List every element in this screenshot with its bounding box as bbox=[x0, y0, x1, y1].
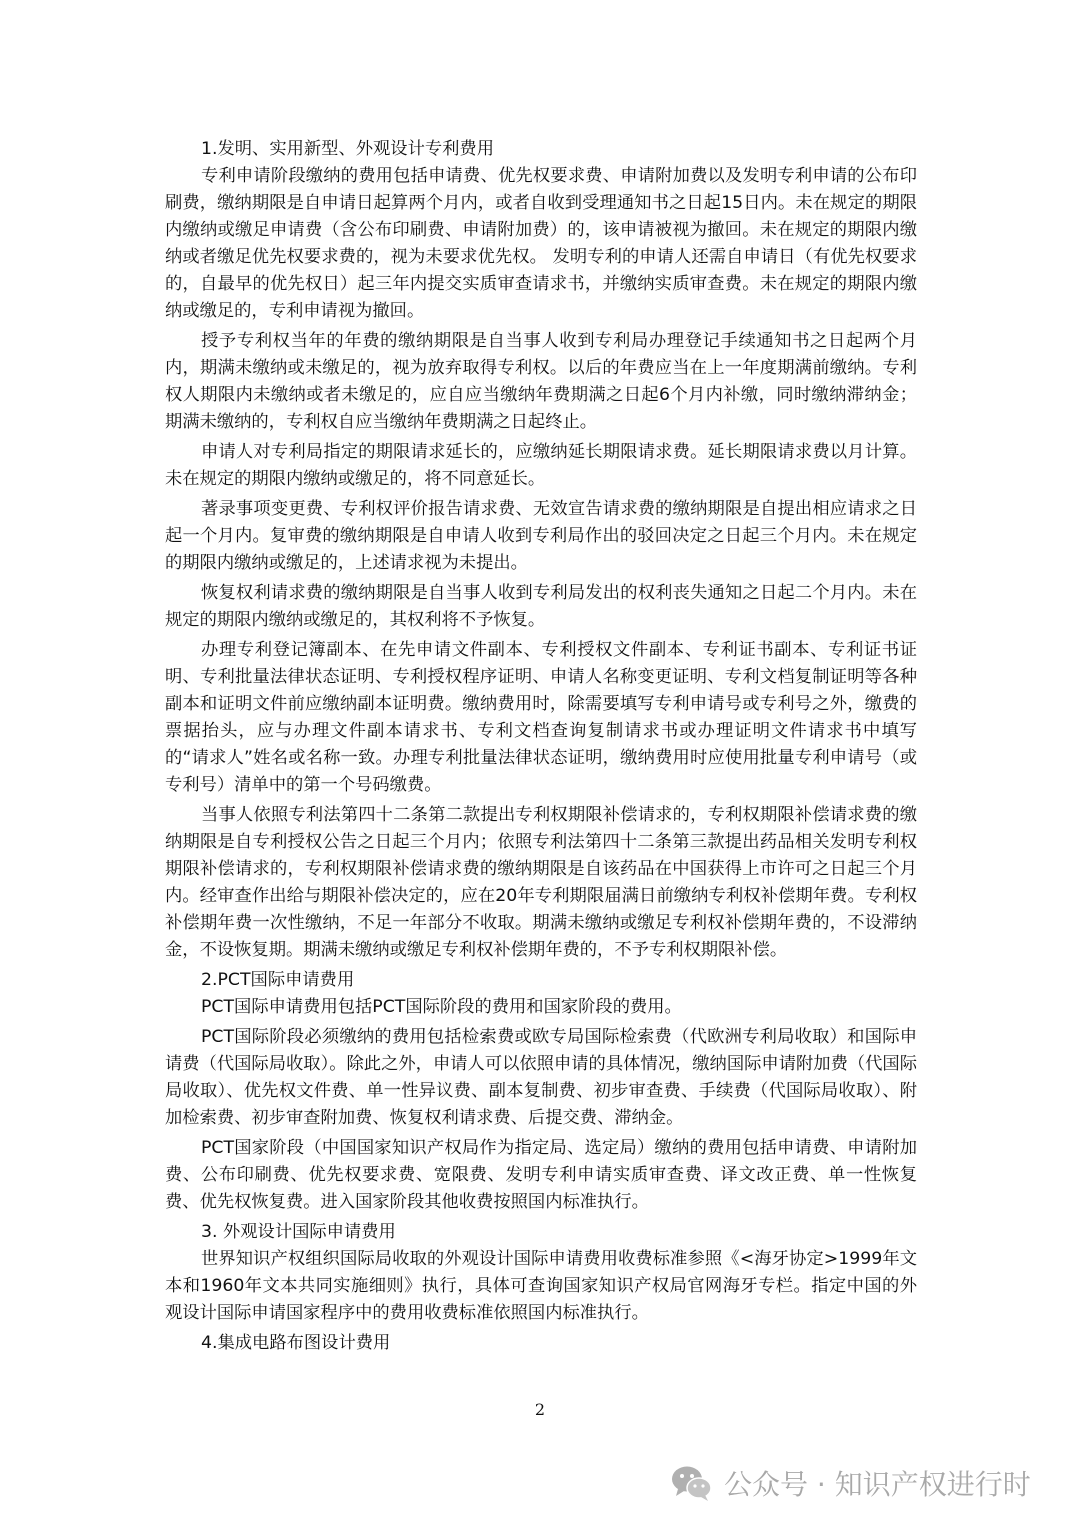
paragraph: 世界知识产权组织国际局收取的外观设计国际申请费用收费标准参照《<海牙协定>1999年文本和1960年文本共同实施细则》执行，具体可查询国家知识产权局官网海牙专栏。指定中国的外观设计国际申请国家程序中的费用收费标准依照国内标准执行。 bbox=[165, 1249, 917, 1323]
watermark-text: 公众号 · 知识产权进行时 bbox=[724, 1468, 1031, 1501]
paragraph: 著录事项变更费、专利权评价报告请求费、无效宣告请求费的缴纳期限是自提出相应请求之日起一个月内。复审费的缴纳期限是自申请人收到专利局作出的驳回决定之日起三个月内。未在规定的期限内缴纳或缴足的，上述请求视为未提出。 bbox=[165, 499, 917, 573]
paragraph: PCT国家阶段（中国国家知识产权局作为指定局、选定局）缴纳的费用包括申请费、申请附加费、公布印刷费、优先权要求费、宽限费、发明专利申请实质审查费、译文改正费、单一性恢复费、优先权恢复费。进入国家阶段其他收费按照国内标准执行。 bbox=[165, 1138, 917, 1212]
paragraph: PCT国际申请费用包括PCT国际阶段的费用和国家阶段的费用。 bbox=[201, 997, 682, 1017]
paragraph: 授予专利权当年的年费的缴纳期限是自当事人收到专利局办理登记手续通知书之日起两个月内，期满未缴纳或未缴足的，视为放弃取得专利权。以后的年费应当在上一年度期满前缴纳。专利权人期限内未缴纳或者未缴足的，应自应当缴纳年费期满之日起6个月内补缴，同时缴纳滞纳金；期满未缴纳的，专利权自应当缴纳年费期满之日起终止。 bbox=[165, 331, 917, 432]
wechat-icon bbox=[670, 1463, 714, 1503]
paragraph: 申请人对专利局指定的期限请求延长的，应缴纳延长期限请求费。延长期限请求费以月计算。未在规定的期限内缴纳或缴足的，将不同意延长。 bbox=[165, 442, 917, 489]
section-heading-4: 4.集成电路布图设计费用 bbox=[201, 1333, 391, 1353]
section-heading-1: 1.发明、实用新型、外观设计专利费用 bbox=[201, 139, 494, 159]
paragraph: 当事人依照专利法第四十二条第二款提出专利权期限补偿请求的，专利权期限补偿请求费的缴纳期限是自专利授权公告之日起三个月内；依照专利法第四十二条第三款提出药品相关发明专利权期限补偿请求的，专利权期限补偿请求费的缴纳期限是自该药品在中国获得上市许可之日起三个月内。经审查作出给与期限补偿决定的，应在20年专利期限届满日前缴纳专利权补偿期年费。专利权补偿期年费一次性缴纳，不足一年部分不收取。期满未缴纳或缴足专利权补偿期年费的，不设滞纳金，不设恢复期。期满未缴纳或缴足专利权补偿期年费的，不予专利权期限补偿。 bbox=[165, 805, 917, 960]
section-heading-2: 2.PCT国际申请费用 bbox=[201, 970, 355, 990]
section-heading-3: 3. 外观设计国际申请费用 bbox=[201, 1222, 396, 1242]
paragraph: PCT国际阶段必须缴纳的费用包括检索费或欧专局国际检索费（代欧洲专利局收取）和国际申请费（代国际局收取）。除此之外，申请人可以依照申请的具体情况，缴纳国际申请附加费（代国际局收取）、优先权文件费、单一性异议费、副本复制费、初步审查费、手续费（代国际局收取）、附加检索费、初步审查附加费、恢复权利请求费、后提交费、滞纳金。 bbox=[165, 1027, 917, 1128]
watermark bbox=[670, 1458, 1031, 1508]
paragraph: 专利申请阶段缴纳的费用包括申请费、优先权要求费、申请附加费以及发明专利申请的公布印刷费，缴纳期限是自申请日起算两个月内，或者自收到受理通知书之日起15日内。未在规定的期限内缴纳或缴足申请费（含公布印刷费、申请附加费）的，该申请被视为撤回。未在规定的期限内缴纳或者缴足优先权要求费的，视为未要求优先权。 发明专利的申请人还需自申请日（有优先权要求的，自最早的优先权日）起三年内提交实质审查请求书，并缴纳实质审查费。未在规定的期限内缴纳或缴足的，专利申请视为撤回。 bbox=[165, 166, 917, 321]
document-body bbox=[165, 136, 917, 1357]
paragraph: 恢复权利请求费的缴纳期限是自当事人收到专利局发出的权利丧失通知之日起二个月内。未在规定的期限内缴纳或缴足的，其权利将不予恢复。 bbox=[165, 583, 917, 630]
paragraph: 办理专利登记簿副本、在先申请文件副本、专利授权文件副本、专利证书副本、专利证书证明、专利批量法律状态证明、专利授权程序证明、申请人名称变更证明、专利文档复制证明等各种副本和证明文件前应缴纳副本证明费。缴纳费用时，除需要填写专利申请号或专利号之外，缴费的票据抬头，应与办理文件副本请求书、专利文档查询复制请求书或办理证明文件请求书中填写的“请求人”姓名或名称一致。办理专利批量法律状态证明，缴纳费用时应使用批量专利申请号（或专利号）清单中的第一个号码缴费。 bbox=[165, 640, 917, 795]
page-number: 2 bbox=[534, 1400, 546, 1419]
